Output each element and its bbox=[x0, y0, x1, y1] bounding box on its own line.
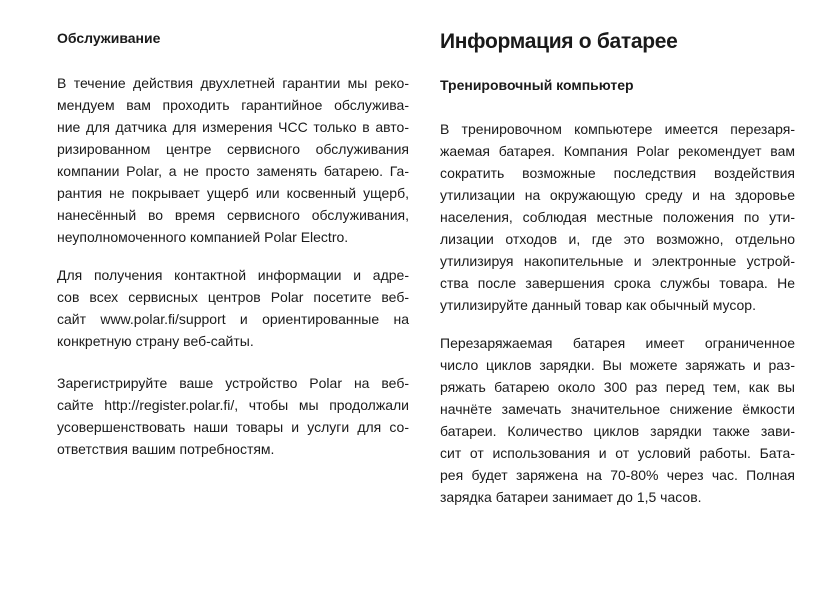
paragraph-line: начнёте замечать значительное снижение ёмкости bbox=[440, 401, 795, 417]
paragraph-line: компании Polar, а не просто заменять батарею. Га- bbox=[57, 163, 409, 179]
paragraph-line: ние для датчика для измерения ЧСС только в авто- bbox=[57, 119, 409, 135]
paragraph-line: ризированном центре сервисного обслуживания bbox=[57, 141, 409, 157]
paragraph-line: утилизации на окружающую среду и на здоровье bbox=[440, 187, 795, 203]
paragraph-line: рантия не покрывает ущерб или косвенный ущерб, bbox=[57, 185, 409, 201]
paragraph-line: конкретную страну веб-сайты. bbox=[57, 333, 254, 349]
paragraph-line: Зарегистрируйте ваше устройство Polar на веб- bbox=[57, 375, 409, 391]
paragraph-line: сит от использования и от условий работы. Бата- bbox=[440, 445, 795, 461]
paragraph-line: число циклов зарядки. Вы можете заряжать и раз- bbox=[440, 357, 795, 373]
paragraph-line: утилизируя накопительные и электронные устрой- bbox=[440, 253, 795, 269]
battery-disposal-paragraph bbox=[440, 118, 795, 316]
paragraph-line: ряжать батарею около 300 раз перед тем, как вы bbox=[440, 379, 795, 395]
paragraph-line: нанесённый во время сервисного обслуживания, bbox=[57, 207, 409, 223]
paragraph-line: ства после завершения срока службы товара. Не bbox=[440, 275, 795, 291]
paragraph-line: населения, соблюдая местные положения по ути- bbox=[440, 209, 795, 225]
paragraph-line: мендуем вам проходить гарантийное обслужива- bbox=[57, 97, 409, 113]
maintenance-heading: Обслуживание bbox=[57, 30, 161, 46]
warranty-service-paragraph bbox=[57, 72, 409, 248]
paragraph-line: лизации отходов и, где это возможно, отдельно bbox=[440, 231, 795, 247]
paragraph-line: ответствия вашим потребностям. bbox=[57, 441, 275, 457]
training-computer-subheading: Тренировочный компьютер bbox=[440, 77, 634, 93]
paragraph-line: Перезаряжаемая батарея имеет ограниченное bbox=[440, 335, 795, 351]
paragraph-line: сов всех сервисных центров Polar посетите веб- bbox=[57, 289, 409, 305]
paragraph-line: сократить возможные последствия воздействия bbox=[440, 165, 795, 181]
paragraph-line: рея будет заряжена на 70-80% через час. Полная bbox=[440, 467, 795, 483]
paragraph-line: неуполномоченного компанией Polar Electro. bbox=[57, 229, 349, 245]
paragraph-line: утилизируйте данный товар как обычный мусор. bbox=[440, 297, 756, 313]
paragraph-line: батареи. Количество циклов зарядки также зави- bbox=[440, 423, 795, 439]
service-centers-paragraph bbox=[57, 264, 409, 352]
battery-info-title: Информация о батарее bbox=[440, 30, 678, 53]
paragraph-line: усовершенствовать наши товары и услуги для со- bbox=[57, 419, 409, 435]
registration-paragraph bbox=[57, 372, 409, 460]
paragraph-line: сайте http://register.polar.fi/, чтобы мы продолжали bbox=[57, 397, 409, 413]
paragraph-line: жаемая батарея. Компания Polar рекомендует вам bbox=[440, 143, 795, 159]
paragraph-line: сайт www.polar.fi/support и ориентированные на bbox=[57, 311, 409, 327]
paragraph-line: В течение действия двухлетней гарантии мы реко- bbox=[57, 75, 409, 91]
paragraph-line: В тренировочном компьютере имеется перезаря- bbox=[440, 121, 795, 137]
paragraph-line: Для получения контактной информации и адре- bbox=[57, 267, 409, 283]
paragraph-line: зарядка батареи занимает до 1,5 часов. bbox=[440, 489, 702, 505]
charge-cycles-paragraph bbox=[440, 332, 795, 508]
